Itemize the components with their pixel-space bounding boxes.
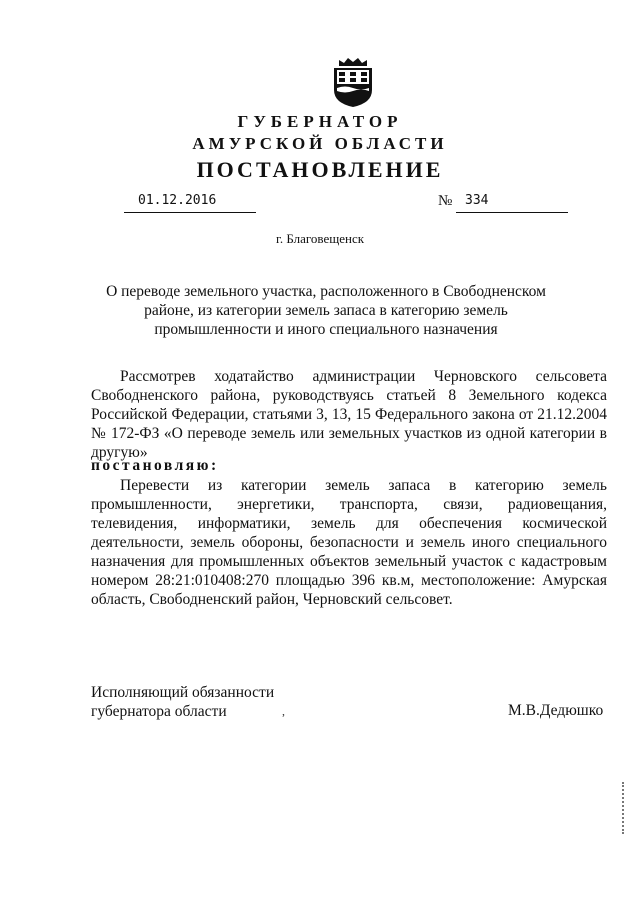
header-title-governor: ГУБЕРНАТОР xyxy=(237,112,403,131)
number-underline xyxy=(456,212,568,213)
header-title-decree: ПОСТАНОВЛЕНИЕ xyxy=(196,157,444,182)
date-underline xyxy=(124,212,256,213)
decree-word: постановляю: xyxy=(91,457,219,474)
document-title: О переводе земельного участка, расположенного в Свободненском районе, из категории земель запаса в категорию земель промышленности и иного специального назначения xyxy=(106,283,546,338)
signatory-position xyxy=(91,683,274,721)
document-number: 334 xyxy=(465,193,489,208)
signatory-position-line1: Исполняющий обязанности xyxy=(91,684,275,701)
signatory-name: М.В.Дедюшко xyxy=(508,702,604,719)
header-title-region: АМУРСКОЙ ОБЛАСТИ xyxy=(192,134,448,153)
signatory-position-line2: губернатора области xyxy=(91,703,227,720)
scan-speck: , xyxy=(282,704,285,718)
document-date: 01.12.2016 xyxy=(138,193,217,208)
document-city: г. Благовещенск xyxy=(275,231,365,246)
body-paragraph-resolution: Перевести из категории земель запаса в категорию земель промышленности, энергетики, транспорта, связи, радиовещания, телевидения, информатики, земель для обеспечения космической деятельности, земель обороны, безопасности и земель иного специального назначения для промышленных объектов земельный участок с кадастровым номером 28:21:010408:270 площадью 396 кв.м, местоположение: Амурская область, Свободненский район, Черновский сельсовет. xyxy=(91,477,607,608)
scan-edge-mark xyxy=(622,782,627,834)
number-sign: № xyxy=(438,193,453,209)
amur-region-coat-of-arms-icon xyxy=(331,56,375,108)
body-paragraph-preamble: Рассмотрев ходатайство администрации Черновского сельсовета Свободненского района, руководствуясь статьей 8 Земельного кодекса Российской Федерации, статьями 3, 13, 15 Федерального закона от 21.12.2004 № 172-ФЗ «О переводе земель или земельных участков из одной категории в другую» xyxy=(91,368,607,461)
